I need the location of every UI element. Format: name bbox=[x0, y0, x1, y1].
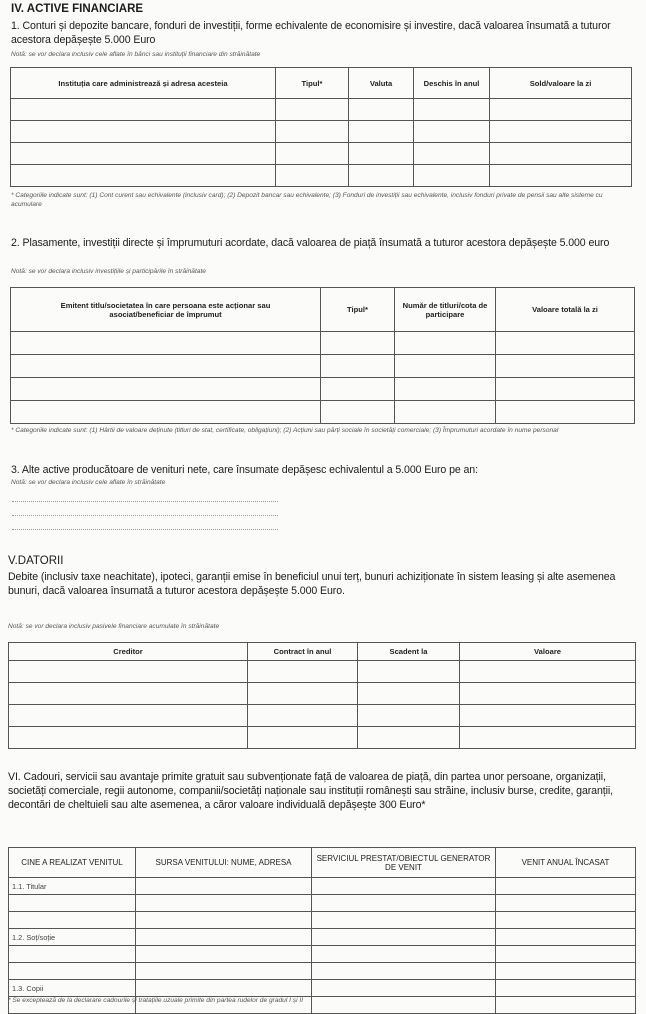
debts-header-creditor: Creditor bbox=[9, 643, 248, 661]
gifts-header-service: SERVICIUL PRESTAT/OBIECTUL GENERATOR DE VENIT bbox=[312, 848, 496, 878]
table-row bbox=[11, 121, 632, 143]
q1-header-type: Tipul* bbox=[276, 68, 349, 99]
table-row bbox=[11, 332, 635, 355]
q3-answer-line bbox=[12, 514, 278, 516]
q2-header-issuer: Emitent titlu/societatea în care persoana este acționar sau asociat/beneficiar de împrumut bbox=[11, 288, 321, 332]
q2-header-count: Număr de titluri/cota de participare bbox=[395, 288, 496, 332]
q1-table bbox=[10, 67, 632, 187]
q1-header-institution: Instituția care administrează și adresa acesteia bbox=[11, 68, 276, 99]
q1-header-currency: Valuta bbox=[349, 68, 414, 99]
gifts-row-label: 1.3. Copii bbox=[9, 980, 136, 997]
q2-table bbox=[10, 287, 635, 424]
q1-header-balance: Sold/valoare la zi bbox=[490, 68, 632, 99]
gifts-row-label: 1.1. Titular bbox=[9, 878, 136, 895]
table-row bbox=[9, 683, 636, 705]
table-row bbox=[11, 99, 632, 121]
gifts-footnote: * Se exceptează de la declarare cadourile și tratațiile uzuale primite din partea rudelor de gradul I și II bbox=[8, 997, 304, 1004]
q1-footnote: * Categoriile indicate sunt: (1) Cont curent sau echivalente (inclusiv card); (2) Depozit bancar sau echivalente; (3) Fonduri de investiții sau echivalente, inclusiv fonduri private de pensii sau alte sisteme cu acumulare bbox=[11, 192, 603, 208]
table-row bbox=[11, 355, 635, 378]
q3-answer-line bbox=[12, 500, 278, 502]
q2-text: 2. Plasamente, investiții directe și împrumuturi acordate, dacă valoarea de piață însumată a tuturor acestora depășește 5.000 euro bbox=[11, 237, 610, 249]
q2-note: Notă: se vor declara inclusiv investițiile și participările în străinătate bbox=[11, 268, 206, 275]
q3-text: 3. Alte active producătoare de venituri nete, care însumate depășesc echivalentul a 5.000 Euro pe an: bbox=[11, 464, 478, 476]
debts-note: Notă: se vor declara inclusiv pasivele financiare acumulate în străinătate bbox=[8, 623, 220, 630]
table-row bbox=[9, 946, 636, 963]
table-row bbox=[9, 895, 636, 912]
debts-header-contract: Contract în anul bbox=[248, 643, 358, 661]
debts-header-due: Scadent la bbox=[358, 643, 460, 661]
table-row bbox=[9, 705, 636, 727]
gifts-header-recipient: CINE A REALIZAT VENITUL bbox=[9, 848, 136, 878]
section-iv-title: IV. ACTIVE FINANCIARE bbox=[11, 3, 144, 15]
q1-note: Notă: se vor declara inclusiv cele aflate în bănci sau instituții financiare din străinătate bbox=[11, 51, 261, 58]
gifts-table bbox=[8, 847, 636, 1014]
debts-table bbox=[8, 642, 636, 749]
table-row bbox=[11, 165, 632, 187]
table-row bbox=[9, 980, 636, 997]
q1-text: 1. Conturi și depozite bancare, fonduri de investiții, forme echivalente de economisire și investire, dacă valoarea însumată a tuturor acestora depășește 5.000 Euro bbox=[11, 20, 611, 46]
table-row bbox=[11, 401, 635, 424]
q2-header-type: Tipul* bbox=[321, 288, 395, 332]
table-row bbox=[9, 963, 636, 980]
gifts-header-income: VENIT ANUAL ÎNCASAT bbox=[496, 848, 636, 878]
q3-answer-line bbox=[12, 528, 278, 530]
section-v-title: V.DATORII bbox=[8, 555, 64, 567]
gifts-row-label: 1.2. Soț/soție bbox=[9, 929, 136, 946]
table-row bbox=[9, 727, 636, 749]
gifts-header-source: SURSA VENITULUI: NUME, ADRESA bbox=[136, 848, 312, 878]
table-row bbox=[11, 143, 632, 165]
q3-note: Notă: se vor declara inclusiv cele aflate în străinătate bbox=[11, 479, 166, 486]
debts-header-value: Valoare bbox=[460, 643, 636, 661]
q2-header-value: Valoare totală la zi bbox=[496, 288, 635, 332]
table-row bbox=[11, 378, 635, 401]
table-row bbox=[9, 929, 636, 946]
q1-header-opened: Deschis în anul bbox=[414, 68, 490, 99]
table-row bbox=[9, 661, 636, 683]
debts-text: Debite (inclusiv taxe neachitate), ipoteci, garanții emise în beneficiul unui terț, bunuri achiziționate în sistem leasing și alte asemenea bunuri, dacă valoarea însumată a tuturor acestora depășește 5.000 Euro. bbox=[8, 571, 616, 597]
q2-footnote: * Categoriile indicate sunt: (1) Hârtii de valoare deținute (titluri de stat, certificate, obligațiuni); (2) Acțiuni sau părți sociale în societăți comerciale; (3) Împrumuturi acordate în nume personal bbox=[11, 427, 559, 434]
table-row bbox=[9, 912, 636, 929]
table-row bbox=[9, 878, 636, 895]
gifts-text: VI. Cadouri, servicii sau avantaje primite gratuit sau subvenționate față de valoarea de piață, din partea unor persoane, organizații, societăți comerciale, regii autonome, companii/societăți naționale sau instituții românești sau străine, inclusiv burse, credite, garanții, decontări de cheltuieli sau alte asemenea, a căror valoare individuală depășește 300 Euro* bbox=[8, 771, 613, 811]
